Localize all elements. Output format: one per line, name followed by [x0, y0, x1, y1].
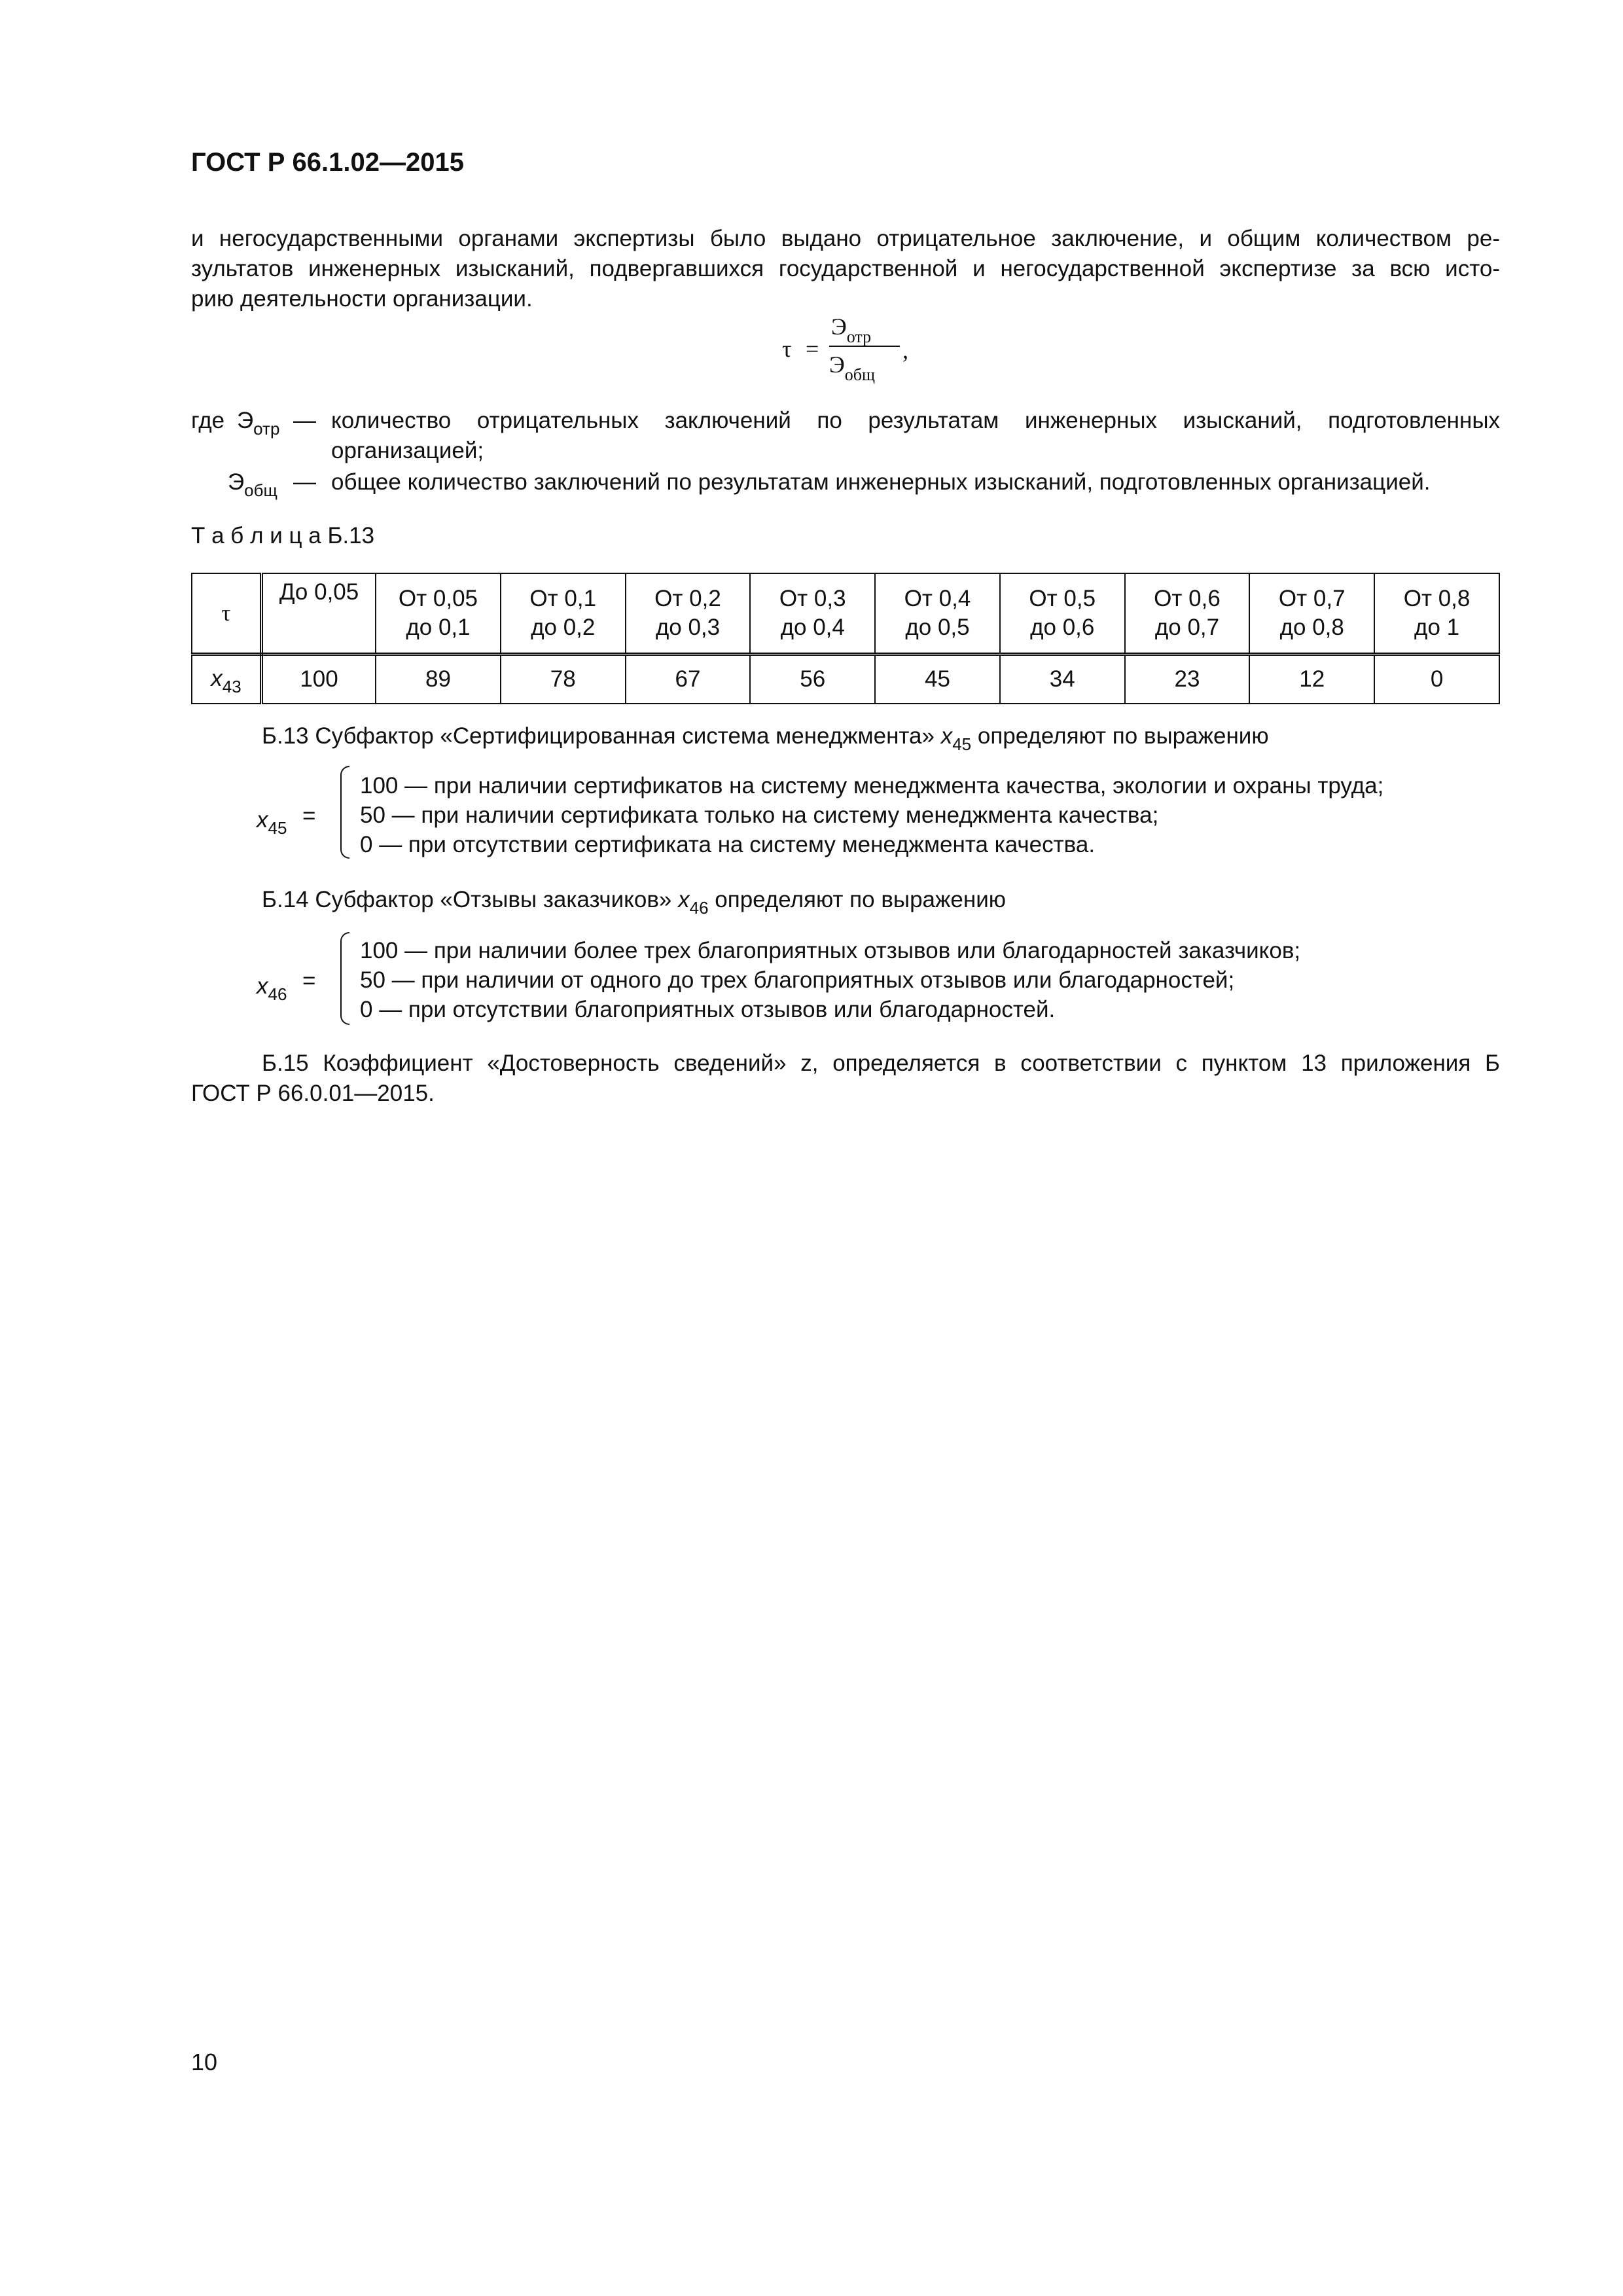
value-cell: 100: [261, 655, 376, 704]
def1-text-line-1: количество отрицательных заключений по результатам инженерных изысканий, подготовленных: [331, 408, 1500, 433]
b14-case-1: 100 — при наличии более трех благоприятных отзывов или благодарностей заказчиков;: [360, 938, 1301, 963]
formula-comma: ,: [902, 337, 908, 363]
b13-intro: Б.13 Субфактор «Сертифицированная система менеджмента» $x_{45}$ определяют по выражению: [262, 723, 1269, 754]
def1-dash: —: [293, 408, 316, 433]
def2-dash: —: [293, 469, 316, 495]
header-cell: От 0,7 до 0,8: [1249, 573, 1374, 655]
value-cell: 23: [1125, 655, 1250, 704]
where-label: где: [191, 408, 225, 433]
b13-case-3: 0 — при отсутствии сертификата на систему менеджмента качества.: [360, 832, 1096, 857]
b14-intro: Б.14 Субфактор «Отзывы заказчиков» $x_{46}$ определяют по выражению: [262, 887, 1007, 918]
formula-lhs: τ: [782, 336, 792, 362]
value-cell: 78: [501, 655, 626, 704]
row-symbol-cell: $x_{43}$: [192, 655, 261, 704]
document-header: ГОСТ Р 66.1.02—2015: [191, 148, 464, 177]
b14-case-2: 50 — при наличии от одного до трех благоприятных отзывов или благодарностей;: [360, 967, 1235, 993]
b13-symbol: $x_{45}$: [257, 807, 287, 838]
formula-numerator: $Э_{отр}$: [831, 314, 872, 346]
intro-line-2: зультатов инженерных изысканий, подвергавшихся государственной и негосударственной экспертизе за всю исто-: [191, 256, 1500, 281]
b13-brace: [340, 766, 349, 859]
intro-line-3: рию деятельности организации.: [191, 286, 533, 312]
b13-cases: [360, 771, 1383, 859]
header-symbol-cell: τ: [192, 573, 261, 655]
b14-symbol: $x_{46}$: [257, 973, 287, 1004]
header-cell: От 0,3 до 0,4: [750, 573, 875, 655]
b13-equals: =: [302, 803, 316, 829]
header-cell: От 0,5 до 0,6: [1000, 573, 1125, 655]
b14-case-3: 0 — при отсутствии благоприятных отзывов или благодарностей.: [360, 997, 1056, 1022]
def2-text: общее количество заключений по результатам инженерных изысканий, подготовленных организацией.: [331, 469, 1431, 495]
header-cell: От 0,2 до 0,3: [626, 573, 751, 655]
b14-cases: [360, 936, 1300, 1024]
table-header-row: [192, 573, 1499, 655]
table-b13: [191, 573, 1500, 704]
value-cell: 0: [1374, 655, 1499, 704]
def1-text-line-2: организацией;: [331, 438, 484, 463]
header-cell: От 0,8 до 1: [1374, 573, 1499, 655]
formula-denominator: $Э_{общ}$: [829, 351, 876, 384]
header-cell: От 0,4 до 0,5: [875, 573, 1000, 655]
page-number: 10: [191, 2049, 218, 2075]
table-value-row: [192, 655, 1499, 704]
formula-equals: =: [806, 336, 819, 362]
value-cell: 67: [626, 655, 751, 704]
fraction-bar: [829, 346, 900, 347]
value-cell: 34: [1000, 655, 1125, 704]
b15-line-2: ГОСТ Р 66.0.01—2015.: [191, 1081, 435, 1106]
def1-symbol: $Э_{отр}$: [237, 408, 280, 439]
header-cell: От 0,6 до 0,7: [1125, 573, 1250, 655]
b14-brace: [340, 932, 349, 1025]
b13-case-2: 50 — при наличии сертификата только на систему менеджмента качества;: [360, 802, 1159, 828]
b15-line-1: Б.15 Коэффициент «Достоверность сведений» z, определяется в соответствии с пунктом 13 приложения Б: [262, 1050, 1500, 1076]
b14-equals: =: [302, 968, 316, 994]
value-cell: 56: [750, 655, 875, 704]
value-cell: 12: [1249, 655, 1374, 704]
def2-symbol: $Э_{общ}$: [228, 469, 277, 500]
header-cell: От 0,1 до 0,2: [501, 573, 626, 655]
header-cell: От 0,05 до 0,1: [376, 573, 501, 655]
intro-line-1: и негосударственными органами экспертизы было выдано отрицательное заключение, и общим количеством ре-: [191, 226, 1500, 251]
table-caption: Т а б л и ц а Б.13: [191, 523, 375, 548]
value-cell: 89: [376, 655, 501, 704]
b13-case-1: 100 — при наличии сертификатов на систему менеджмента качества, экологии и охраны труда;: [360, 773, 1384, 798]
header-cell: До 0,05: [261, 573, 376, 655]
value-cell: 45: [875, 655, 1000, 704]
